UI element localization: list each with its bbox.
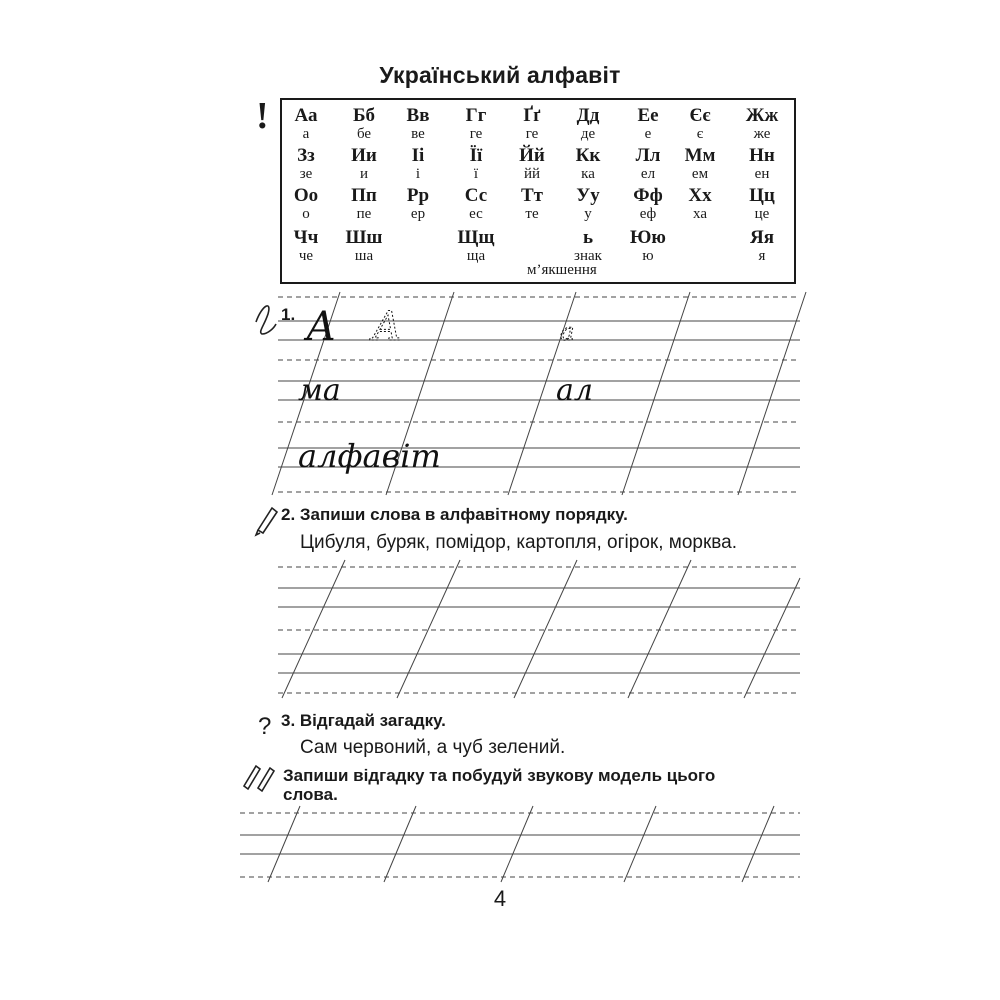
alphabet-letter-name: пе: [356, 206, 372, 222]
alphabet-letter: Тт: [520, 185, 543, 206]
pencil-pen-icon: [244, 766, 274, 791]
slant-line: [501, 806, 533, 882]
task3-label: 3. Відгадай загадку.: [281, 711, 446, 730]
alphabet-letter-name: еф: [639, 206, 657, 222]
slant-line: [268, 806, 300, 882]
alphabet-letter: Нн: [749, 145, 775, 166]
alphabet-letter-name: о: [302, 206, 310, 222]
alphabet-letter: Її: [469, 145, 483, 166]
slant-line: [738, 292, 806, 495]
alphabet-letter-name: ге: [469, 126, 483, 142]
task2-label: 2. Запиши слова в алфавітному порядку.: [281, 505, 628, 524]
alphabet-letter: ь: [582, 227, 594, 248]
slant-line: [514, 560, 577, 698]
alphabet-letter: Аа: [294, 105, 318, 126]
slant-line: [384, 806, 416, 882]
alphabet-letter-name: у: [584, 206, 592, 222]
page-number: 4: [493, 886, 507, 911]
alphabet-letter: Пп: [351, 185, 377, 206]
alphabet-letter-name: ел: [640, 166, 656, 182]
alphabet-letter: Лл: [635, 145, 661, 166]
cursive-capital-a: А: [306, 304, 337, 350]
alphabet-letter: Шш: [345, 227, 383, 248]
alphabet-letter: Мм: [684, 145, 716, 166]
pen-icon: [256, 306, 276, 334]
alphabet-letter-name: я: [758, 248, 766, 264]
slant-line: [282, 560, 345, 698]
alphabet-letter: Фф: [633, 185, 663, 206]
slant-line: [744, 578, 800, 698]
alphabet-letter-name: и: [359, 166, 369, 182]
alphabet-letter-name: ю: [642, 248, 654, 264]
alphabet-letter-name: де: [580, 126, 596, 142]
alphabet-letter: Ґґ: [523, 105, 541, 126]
cursive-syllable-al: ал: [556, 373, 593, 408]
alphabet-letter: Уу: [576, 185, 600, 206]
alphabet-letter-name: ге: [525, 126, 539, 142]
alphabet-letter-name: йй: [523, 166, 541, 182]
alphabet-letter-name: ве: [411, 126, 425, 142]
alphabet-letter-name: зе: [299, 166, 313, 182]
question-icon: ?: [258, 713, 272, 740]
slant-line: [628, 560, 691, 698]
exclamation-icon: !: [256, 95, 269, 137]
alphabet-letter: Зз: [297, 145, 315, 166]
slant-line: [397, 560, 460, 698]
alphabet-letter: Кк: [575, 145, 601, 166]
alphabet-letter: Яя: [749, 227, 774, 248]
task3-instruction: [283, 766, 715, 804]
task3-instruction-line1: Запиши відгадку та побудуй звукову модель цього: [283, 766, 716, 785]
alphabet-letter: Йй: [519, 145, 545, 166]
alphabet-letter-name: ем: [691, 166, 709, 182]
page-title: Український алфавіт: [379, 62, 621, 88]
alphabet-letter-name: знак: [574, 248, 602, 264]
alphabet-letter-name: ес: [469, 206, 483, 222]
task3-riddle: Сам червоний, а чуб зелений.: [300, 737, 566, 758]
alphabet-letter: Щщ: [457, 227, 495, 248]
alphabet-letter-name: е: [644, 126, 652, 142]
task2-lines: [278, 560, 800, 698]
alphabet-letter-name: же: [753, 126, 771, 142]
alphabet-letter-name: ен: [754, 166, 770, 182]
alphabet-letter-name: а: [302, 126, 310, 142]
alphabet-letter-name: ка: [581, 166, 595, 182]
alphabet-letter: Гг: [465, 105, 487, 126]
alphabet-letter: Іі: [411, 145, 425, 166]
cursive-syllable-ma: ма: [298, 373, 341, 408]
alphabet-letter-name: це: [754, 206, 770, 222]
task2-words: Цибуля, буряк, помідор, картопля, огірок, морква.: [300, 532, 738, 553]
slant-line: [622, 292, 690, 495]
soft-sign-note: м’якшення: [527, 262, 597, 278]
pencil-icon: [256, 508, 277, 535]
task3-lines: [240, 806, 800, 882]
alphabet-letter-name: є: [696, 126, 704, 142]
task3-instruction-line2: слова.: [283, 785, 338, 804]
alphabet-letter: Чч: [293, 227, 319, 248]
slant-line: [624, 806, 656, 882]
alphabet-letter: Ее: [637, 105, 659, 126]
alphabet-letter-name: ша: [354, 248, 374, 264]
alphabet-letter-name: бе: [356, 126, 372, 142]
alphabet-letter: Цц: [749, 185, 775, 206]
slant-line: [742, 806, 774, 882]
alphabet-letter: Оо: [293, 185, 319, 206]
alphabet-letter-name: ер: [410, 206, 426, 222]
alphabet-letter: Єє: [689, 105, 711, 126]
alphabet-letter-name: ї: [473, 166, 479, 182]
alphabet-letter: Вв: [406, 105, 430, 126]
alphabet-letter: Сс: [464, 185, 488, 206]
alphabet-letter: Рр: [406, 185, 430, 206]
cursive-capital-a-traced: А: [372, 304, 403, 350]
alphabet-letter: Бб: [352, 105, 376, 126]
alphabet-letter-name: ха: [693, 206, 707, 222]
alphabet-letter-name: те: [525, 206, 539, 222]
alphabet-letter-name: ща: [466, 248, 486, 264]
alphabet-letter: Юю: [630, 227, 666, 248]
alphabet-letter: Ии: [351, 145, 377, 166]
alphabet-letter-name: і: [415, 166, 421, 182]
alphabet-letter: Хх: [688, 185, 712, 206]
alphabet-letter: Дд: [576, 105, 600, 126]
alphabet-letter-name: че: [298, 248, 314, 264]
cursive-small-a-traced: а: [560, 318, 575, 346]
task1-number: 1.: [281, 305, 296, 324]
cursive-word-alphabet: алфавіт: [298, 437, 441, 475]
alphabet-letter: Жж: [745, 105, 779, 126]
